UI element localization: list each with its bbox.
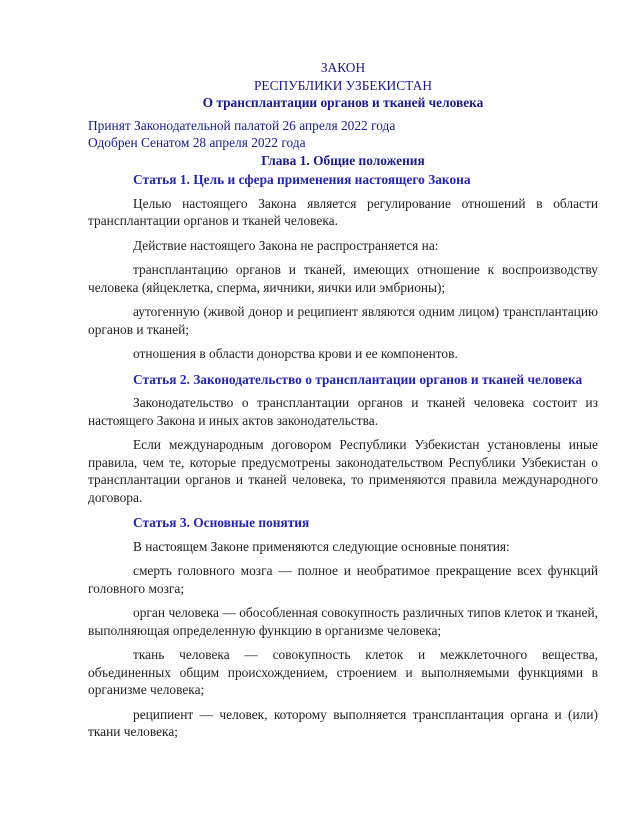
document-body <box>88 59 598 748</box>
paragraph: реципиент — человек, которому выполняется трансплантация органа и (или) ткани человека; <box>88 706 598 739</box>
article-1-heading: Статья 1. Цель и сфера применения настоящего Закона <box>133 172 471 187</box>
article-3-heading: Статья 3. Основные понятия <box>133 515 310 530</box>
paragraph: смерть головного мозга — полное и необратимое прекращение всех функций головного мозга; <box>88 563 598 596</box>
paragraph: отношения в области донорства крови и ее компонентов. <box>133 346 458 361</box>
chapter-heading: Глава 1. Общие положения <box>261 152 425 168</box>
approved-date: Одобрен Сенатом 28 апреля 2022 года <box>88 135 306 150</box>
paragraph: орган человека — обособленная совокупность различных типов клеток и тканей, выполняющая определенную функцию в организме человека; <box>88 605 598 638</box>
law-label: ЗАКОН <box>320 60 366 75</box>
paragraph: В настоящем Законе применяются следующие основные понятия: <box>133 538 510 554</box>
paragraph: Если международным договором Республики Узбекистан установлены иные правила, чем те, которые предусмотрены законодательством Республики Узбекистан о трансплантации органов и тканей человека, то применяются правила международного договора. <box>88 437 598 505</box>
law-title: О трансплантации органов и тканей человека <box>202 95 484 110</box>
paragraph: трансплантацию органов и тканей, имеющих отношение к воспроизводству человека (яйцеклетка, сперма, яичники, яички или эмбрионы); <box>88 262 598 295</box>
paragraph: Законодательство о трансплантации органов и тканей человека состоит из настоящего Закона и иных актов законодательства. <box>88 395 598 428</box>
paragraph: Целью настоящего Закона является регулирование отношений в области трансплантации органов и тканей человека. <box>88 195 598 228</box>
paragraph: аутогенную (живой донор и реципиент являются одним лицом) трансплантацию органов и тканей; <box>88 304 598 337</box>
adopted-date: Принят Законодательной палатой 26 апреля 2022 года <box>88 117 396 133</box>
paragraph: Действие настоящего Закона не распространяется на: <box>133 237 439 253</box>
article-2-heading: Статья 2. Законодательство о трансплантации органов и тканей человека <box>133 371 583 387</box>
paragraph: ткань человека — совокупность клеток и межклеточного вещества, объединенных общим происхождением, строением и выполняемыми функциями в организме человека; <box>88 647 598 697</box>
republic-label: РЕСПУБЛИКИ УЗБЕКИСТАН <box>253 77 433 93</box>
